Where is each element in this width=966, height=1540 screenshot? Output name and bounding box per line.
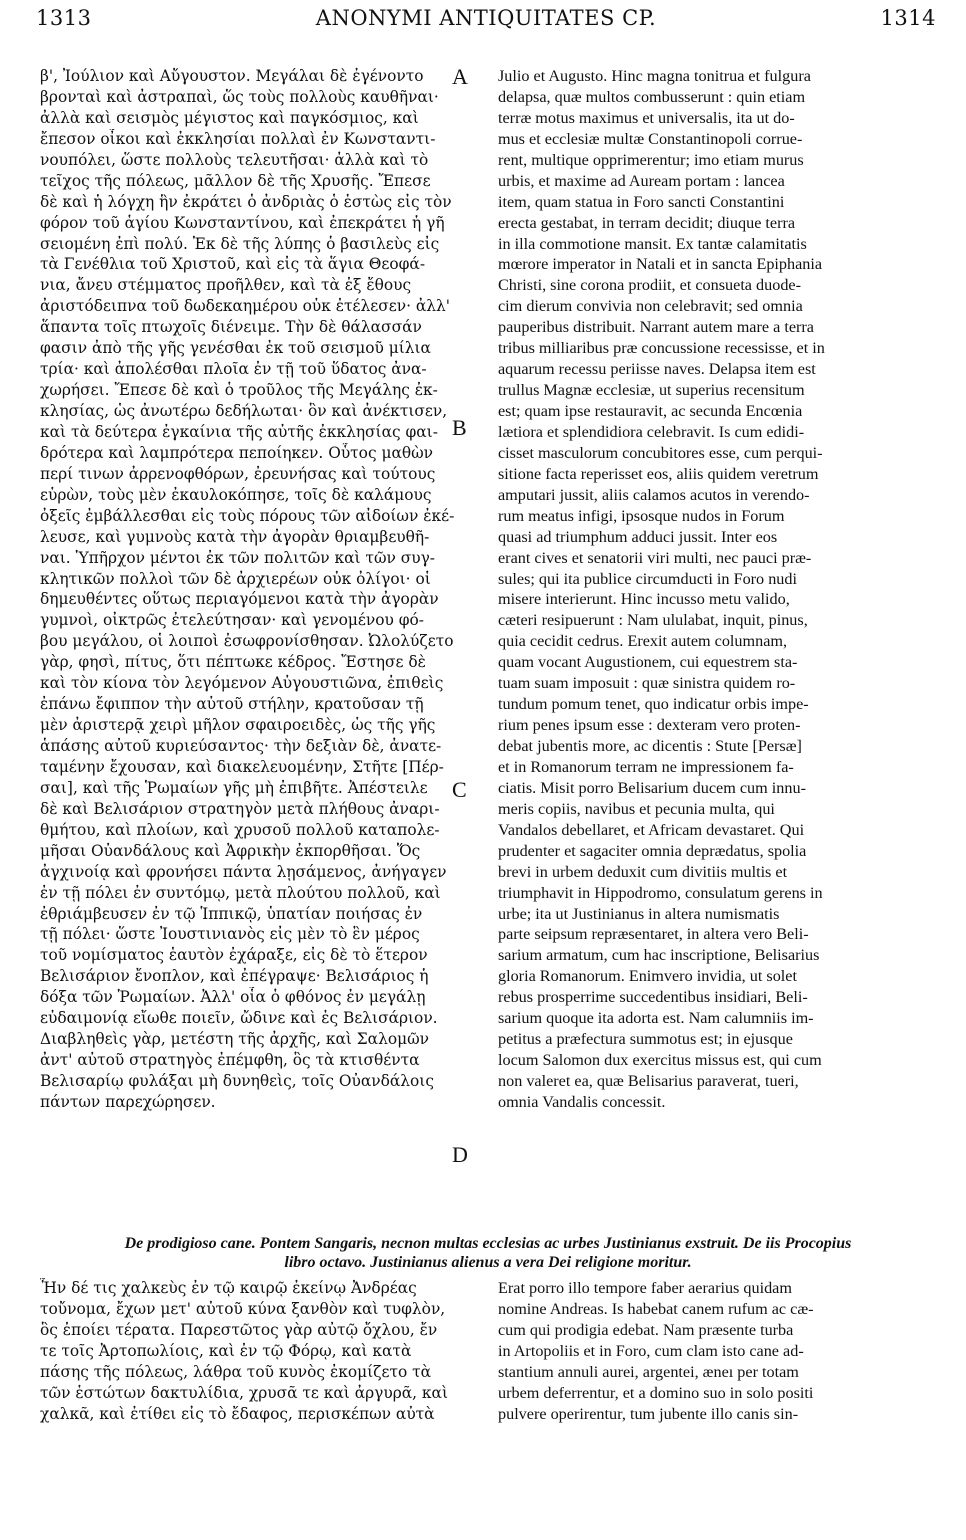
greek-line: ὃς ἐποίει τέρατα. Παρεστῶτος γὰρ αὐτῷ ὄχλου, ἔν [40,1320,438,1339]
greek-line: Διαβληθεὶς γὰρ, μετέστη τῆς ἀρχῆς, καὶ Σαλομῶν [40,1030,430,1049]
latin-line: tribus milliaribus præ concussione recessisse, et in [498,339,825,358]
greek-line: γυμνοὶ, οἰκτρῶς ἐτελεύτησαν· καὶ γενομένου φό- [40,611,424,630]
greek-line: τῶν ἑστώτων δακτυλίδια, χρυσᾶ τε καὶ ἀργυρᾶ, καὶ [40,1383,448,1402]
latin-line: triumphavit in Hippodromo, consulatum gerens in [498,883,823,902]
running-title: ANONYMI ANTIQUITATES CP. [315,6,657,30]
page-header [36,6,936,32]
latin-line: locum Salomon dux exercitus missus est, qui cum [498,1051,822,1070]
latin-line: tuam suam imposuit : quæ sinistra quidem ro- [498,674,796,693]
latin-line: meris copiis, navibus et pecunia multa, qui [498,799,775,818]
latin-line: parte seipsum repræsentaret, in altera vero Beli- [498,925,809,944]
greek-line: βου μεγάλου, οἱ λοιποὶ ἐσωφρονίσθησαν. Ὠλολύζετο [40,632,454,651]
greek-line: καὶ τὸν κίονα τὸν λεγόμενον Αὐγουστιῶνα, ἐπιθεὶς [40,674,444,693]
latin-line: terræ motus maximus et universalis, ita ut do- [498,108,795,127]
greek-line: ἀγχινοίᾳ καὶ φρονήσει πάντα λῃσάμενος, ἀνήγαγεν [40,862,447,881]
greek-line: νουπόλει, ὥστε πολλοὺς τελευτῆσαι· ἀλλὰ καὶ τὸ [40,150,429,169]
greek-line: ἀντ' αὐτοῦ στρατηγὸς ἐπέμφθη, ὃς τὰ κτισθέντα [40,1051,420,1070]
greek-line: μῆσαι Οὐανδάλους καὶ Ἀφρικὴν ἐκπορθῆσαι. Ὅς [40,841,421,860]
latin-line: rent, multique opprimerentur; imo etiam murus [498,150,804,169]
latin-line: stantium annuli aurei, argentei, æneı per totam [498,1362,799,1381]
greek-line: ἀριστόδειπνα τοῦ δωδεκαημέρου οὐκ ἐτέλεσεν· ἀλλ' [40,297,451,316]
latin-line: item, quam statua in Foro sancti Constantini [498,192,785,211]
margin-letter-a: A [452,64,468,89]
latin-line: trullus Magnæ ecclesiæ, ut superius recensitum [498,381,805,400]
greek-line: τῇ πόλει· ὥστε Ἰουστινιανὸς εἰς μὲν τὸ ἓν μέρος [40,925,420,944]
greek-line: β', Ἰούλιον καὶ Αὔγουστον. Μεγάλαι δὲ ἐγένοντο [40,67,424,85]
greek-line: ἔπεσον οἶκοι καὶ ἐκκλησίαι πολλαὶ ἐν Κωνσταντι- [40,129,436,148]
greek-line: τε τοῖς Ἀρτοπωλίοις, καὶ ἐν τῷ Φόρῳ, καὶ κατὰ [40,1341,412,1360]
greek-line: Βελισάριον ἔνοπλον, καὶ ἐπέγραψε· Βελισάριος ἡ [40,967,429,986]
greek-line: εὐδαιμονίᾳ εἴωθε ποιεῖν, ὤδινε καὶ ἐς Βελισάριον. [40,1009,438,1028]
greek-line: ἐπάνω ἔφιππον τὴν αὐτοῦ στήλην, κρατοῦσαν τῇ [40,695,424,714]
section-heading-line: De prodigioso cane. Pontem Sangaris, necnon multas ecclesias ac urbes Justinianus exstruit. De iis Procopius [124,1235,852,1252]
latin-line: et in Romanorum terram ne impressionem fa- [498,757,794,776]
greek-line: ταμένην ἔχουσαν, καὶ διακελευομένην, Στῆτε [Πέρ- [40,757,444,776]
page-number-left: 1313 [36,6,92,30]
greek-line: πάντων παρεχώρησεν. [40,1092,216,1111]
greek-line: ναι. Ὑπῆρχον μέντοι ἐκ τῶν πολιτῶν καὶ τῶν συγ- [40,548,436,567]
latin-line: sarium quoque ita adorta est. Nam calumniis im- [498,1009,814,1028]
latin-line: urbis, et maxime ad Auream portam : lancea [498,171,785,190]
latin-line: sitione facta reperisset eos, aliis quidem veretrum [498,464,819,483]
greek-line: δόξα τῶν Ῥωμαίων. Ἀλλ' οἷα ὁ φθόνος ἐν μεγάλῃ [40,988,426,1007]
greek-line: χαλκᾶ, καὶ ἐτίθει εἰς τὸ ἔδαφος, περισκέπων αὐτὰ [40,1404,435,1423]
latin-line: quasi ad triumphum adduci jussit. Inter eos [498,527,778,546]
latin-line: cæteri resipuerunt : Nam ululabat, inquit, pinus, [498,611,808,630]
greek-line: ἐν τῇ πόλει ἐν συντόμῳ, μετὰ πλούτου πολλοῦ, καὶ [40,883,441,902]
latin-line: in Artopoliis et in Foro, cum clam isto cane ad- [498,1341,804,1360]
greek-line: τὰ Γενέθλια τοῦ Χριστοῦ, καὶ εἰς τὰ ἅγια Θεοφά- [40,255,426,274]
greek-line: λευσε, καὶ γυμνοὺς κατὰ τὴν ἀγορὰν θριαμβευθῆ- [40,527,430,546]
latin-column [498,66,938,1113]
greek-line: κλητικῶν πολλοὶ τῶν δὲ ἀρχιερέων οὐκ ὀλίγοι· οἱ [40,569,431,588]
greek-column [40,66,480,1113]
latin-line: quam vocant Augustionem, cui equestrem sta- [498,653,798,672]
latin-line: nomine Andreas. Is habebat canem rufum ac cæ- [498,1299,814,1318]
latin-line: Erat porro illo tempore faber aerarius quidam [498,1279,792,1297]
latin-line: cum qui prodigia edebat. Nam præsente turba [498,1320,794,1339]
greek-line: νια, ἄνευ στέμματος προῆλθεν, καὶ τὰ ἐξ ἔθους [40,276,412,295]
greek-line: σειομένη ἐπὶ πολύ. Ἐκ δὲ τῆς λύπης ὁ βασιλεὺς εἰς [40,234,440,253]
latin-line: Christi, sine corona prodiit, et consueta duode- [498,276,801,295]
latin-line: cisset masculorum concubitores esse, cum perqui- [498,443,823,462]
greek-line: δημευθέντες οὕτως περιαγόμενοι κατὰ τὴν ἀγορὰν [40,590,439,609]
margin-letter-b: B [452,415,467,440]
greek-line: θμήτου, καὶ πλοίων, καὶ χρυσοῦ πολλοῦ καταπολε- [40,820,440,839]
latin-line: debat jubentis more, ac dicentis : Stute [Persæ] [498,737,802,755]
latin-line: est; quam ipse restauravit, ac secunda Encœnia [498,402,803,420]
page-number-right: 1314 [880,6,936,30]
latin-line: brevi in urbem deduxit cum divitiis multis et [498,862,788,881]
latin-line: in illa commotione mansit. Ex tantæ calamitatis [498,234,807,253]
greek-line: σαι], καὶ τῆς Ῥωμαίων γῆς μὴ ἐπιβῆτε. Ἀπέστειλε [40,778,428,797]
greek-line: Ἦν δέ τις χαλκεὺς ἐν τῷ καιρῷ ἐκείνῳ Ἀνδρέας [40,1279,417,1297]
latin-line: sules; qui ita publice circumducti in Foro nudi [498,569,797,588]
margin-letter-d: D [452,1142,468,1167]
latin-line: prudenter et sagaciter omnia deprædatus, spolia [498,841,807,860]
greek-column-2 [40,1278,480,1425]
greek-line: τρία· καὶ ἀπολέσθαι πλοῖα ἐν τῇ τοῦ ὕδατος ἀνα- [40,360,427,379]
latin-line: delapsa, quæ multos combusserunt : quin etiam [498,87,806,106]
greek-line: ἀλλὰ καὶ σεισμὸς μέγιστος καὶ παγκόσμιος, καὶ [40,108,419,127]
section-heading [36,1234,940,1272]
greek-line: Βελισαρίῳ φυλάξαι μὴ δυνηθεὶς, τοῖς Οὐανδάλοις [40,1072,434,1090]
greek-line: φόρον τοῦ ἁγίου Κωνσταντίνου, καὶ ἐπεκράτει ἡ γῆ [40,213,445,232]
latin-line: erecta gestabat, in terram decidit; diuque terra [498,213,796,232]
latin-line: mœrore imperator in Natali et in sancta Epiphania [498,255,823,274]
latin-line: rium penes ipsum esse : dexteram vero proten- [498,716,801,735]
greek-line: ἅπαντα τοῖς πτωχοῖς διένειμε. Τὴν δὲ θάλασσάν [40,318,422,337]
greek-line: καὶ τὰ δεύτερα ἐγκαίνια τῆς αὐτῆς ἐκκλησίας φαι- [40,422,438,441]
latin-column-2 [498,1278,938,1425]
margin-letter-c: C [452,777,467,802]
latin-line: non valeret ea, quæ Belisarius paraverat, tueri, [498,1072,799,1090]
latin-line: petitus a præfectura summotus est; in ejusque [498,1030,793,1049]
latin-line: cim dierum convivia non celebravit; sed omnia [498,297,803,316]
greek-line: δὲ καὶ Βελισάριον στρατηγὸν μετὰ πλήθους ἀναρι- [40,799,440,818]
greek-line: εὑρὼν, τοὺς μὲν ἐκαυλοκόπησε, τοῖς δὲ καλάμους [40,485,432,504]
latin-line: quia cecidit cedrus. Erexit autem columnam, [498,632,788,651]
latin-line: gloria Romanorum. Enimvero invidia, ut solet [498,967,797,986]
latin-line: rebus prosperrime succedentibus insidiari, Beli- [498,988,808,1007]
latin-line: mus et ecclesiæ multæ Constantinopoli corrue- [498,129,803,148]
greek-line: φασιν ἀπὸ τῆς γῆς γενέσθαι ἐκ τοῦ σεισμοῦ μίλια [40,339,431,358]
latin-line: aquarum recessu periisse naves. Delapsa item est [498,360,816,379]
greek-line: ὀξεῖς ἐμβάλλεσθαι εἰς τοὺς πόρους τῶν αἰδοίων ἐκέ- [40,506,455,525]
latin-line: lætiora et splendidiora celebravit. Is cum edidi- [498,422,805,441]
greek-line: κλησίας, ὡς ἀνωτέρω δεδήλωται· ὃν καὶ ἀνέκτισεν, [40,402,448,420]
latin-line: urbe; ita ut Justinianus in altera numismatis [498,904,780,923]
section-heading-line: libro octavo. Justinianus alienus a vera Dei religione moritur. [284,1254,692,1271]
latin-line: amputari jussit, aliis calamos acutos in verendo- [498,485,810,504]
latin-line: misere interierunt. Hinc incusso metu valido, [498,590,790,609]
latin-line: Julio et Augusto. Hinc magna tonitrua et fulgura [498,67,811,85]
latin-line: sarium armatum, cum hac inscriptione, Belisarius [498,946,820,965]
latin-line: omnia Vandalis concessit. [498,1092,666,1111]
latin-line: pauperibus distribuit. Narrant autem mare a terra [498,318,814,337]
latin-line: pulvere operirentur, tum jubente illo canis sin- [498,1404,799,1423]
latin-line: rum meatus infigi, ipsosque nudos in Forum [498,506,785,525]
greek-line: γὰρ, φησὶ, πίτυς, ὅτι πέπτωκε κέδρος. Ἔστησε δὲ [40,653,426,672]
greek-line: βρονταὶ καὶ ἀστραπαὶ, ὥς τοὺς πολλοὺς καυθῆναι· [40,87,439,106]
greek-line: τοῦ νομίσματος ἑαυτὸν ἐχάραξε, εἰς δὲ τὸ ἕτερον [40,946,428,965]
greek-line: τοὔνομα, ἔχων μετ' αὐτοῦ κύνα ξανθὸν καὶ τυφλὸν, [40,1299,446,1318]
greek-line: χωρήσει. Ἔπεσε δὲ καὶ ὁ τροῦλος τῆς Μεγάλης ἐκ- [40,381,438,400]
greek-line: ἁπάσης αὐτοῦ κυριεύσαντος· τὴν δεξιὰν δὲ, ἀνατε- [40,737,442,755]
greek-line: τεῖχος τῆς πόλεως, μᾶλλον δὲ τῆς Χρυσῆς. Ἔπεσε [40,171,431,190]
latin-line: Vandalos debellaret, et Africam devastaret. Qui [498,820,805,839]
greek-line: μὲν ἀριστερᾷ χειρὶ μῆλον σφαιροειδὲς, ὡς τῆς γῆς [40,716,436,735]
greek-line: πάσης τῆς πόλεως, λάθρα τοῦ κυνὸς ἐκομίζετο τὰ [40,1362,432,1381]
latin-line: ciatis. Misit porro Belisarium ducem cum innu- [498,778,806,797]
latin-line: erant cives et senatorii viri multi, nec pauci præ- [498,548,812,567]
greek-line: δὲ καὶ ἡ λόγχη ἣν ἐκράτει ὁ ἀνδριὰς ὁ ἑστὼς εἰς τὸν [40,192,452,211]
greek-line: περί τινων ἀρρενοφθόρων, ἐρευνήσας καὶ τούτους [40,464,436,483]
latin-line: urbem deferrentur, et a domino suo in solo positi [498,1383,814,1402]
greek-line: δρότερα καὶ λαμπρότερα πεποίηκεν. Οὗτος μαθὼν [40,443,434,462]
greek-line: ἐθριάμβευσεν ἐν τῷ Ἱππικῷ, ὑπατίαν ποιήσας ἐν [40,904,423,923]
latin-line: tundum pomum tenet, quo indicatur orbis impe- [498,695,809,714]
